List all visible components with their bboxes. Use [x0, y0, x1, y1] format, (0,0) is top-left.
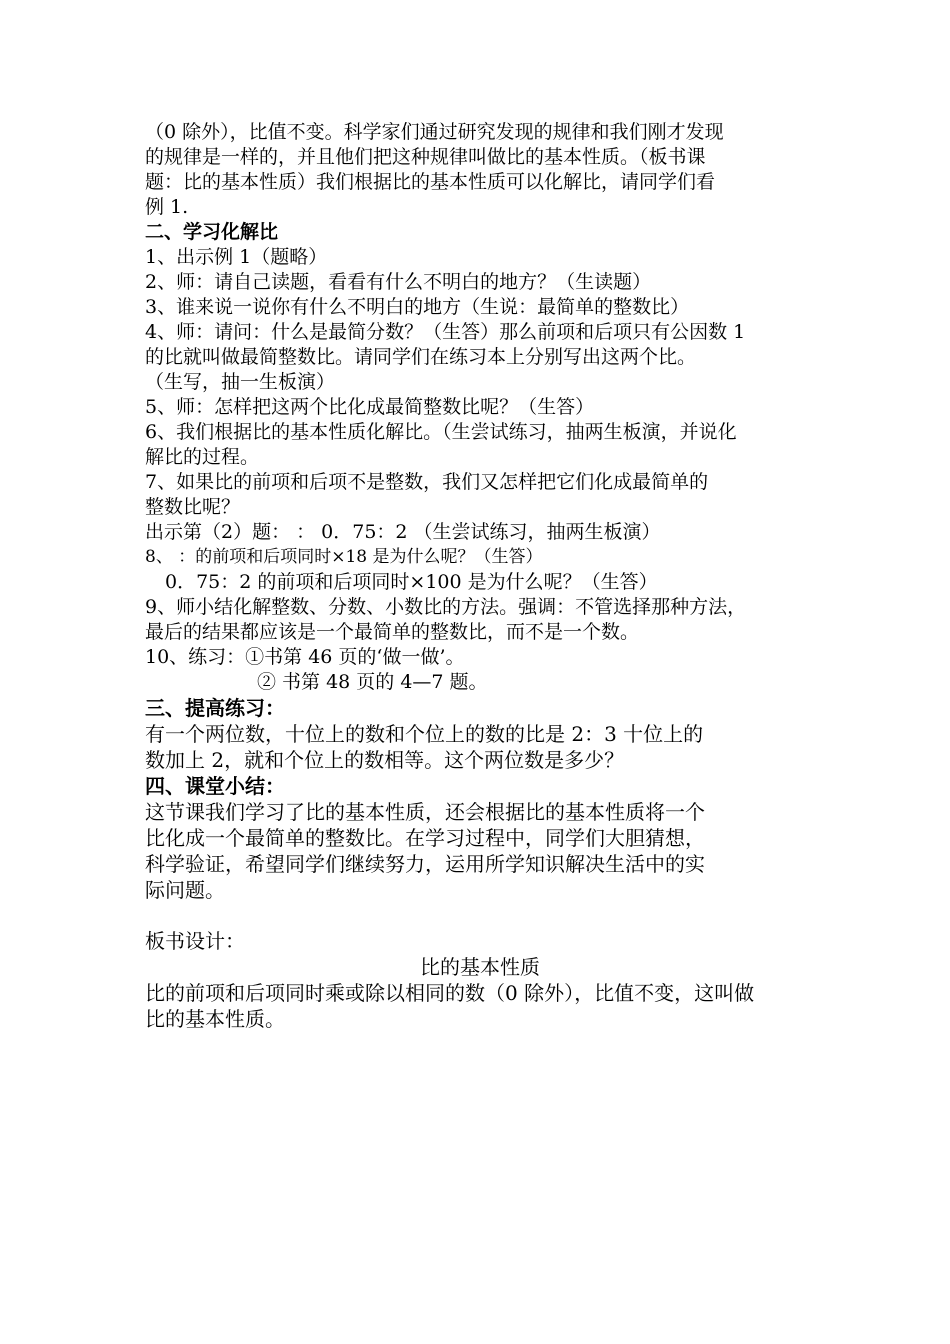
section2-line: 4、师：请问：什么是最简分数？（生答）那么前项和后项只有公因数 1	[145, 321, 746, 343]
intro-line: 题：比的基本性质）我们根据比的基本性质可以化解比，请同学们看	[145, 171, 716, 193]
section4-line: 这节课我们学习了比的基本性质，还会根据比的基本性质将一个	[145, 800, 705, 824]
section2-line: 10、练习：①书第 46 页的‘做一做’。	[145, 646, 465, 668]
section2-line: 整数比呢？	[145, 496, 241, 518]
section2-line: 5、师：怎样把这两个比化成最简整数比呢？（生答）	[145, 396, 595, 418]
section2-line: 9、师小结化解整数、分数、小数比的方法。强调：不管选择那种方法，	[145, 596, 747, 618]
intro-line: 的规律是一样的，并且他们把这种规律叫做比的基本性质。（板书课	[145, 146, 706, 168]
section2-line: 6、我们根据比的基本性质化解比。（生尝试练习，抽两生板演，并说化	[145, 421, 737, 443]
section4-line: 际问题。	[145, 878, 225, 902]
section2-line: 2、师：请自己读题，看看有什么不明白的地方？（生读题）	[145, 271, 652, 293]
section3-line: 有一个两位数，十位上的数和个位上的数的比是 2：3 十位上的	[145, 722, 704, 746]
section2-line: 的比就叫做最简整数比。请同学们在练习本上分别写出这两个比。	[145, 346, 697, 368]
section2-line: 3、谁来说一说你有什么不明白的地方（生说：最简单的整数比）	[145, 296, 690, 318]
spacer	[145, 903, 815, 928]
intro-line: 例 1.	[145, 196, 189, 218]
section2-line: 解比的过程。	[145, 446, 260, 468]
section3-heading: 三、提高练习：	[145, 696, 285, 720]
board-line: 比的前项和后项同时乘或除以相同的数（0 除外），比值不变，这叫做	[145, 981, 755, 1005]
document-page	[145, 120, 815, 1032]
section2-line: （生写，抽一生板演）	[145, 371, 336, 393]
section2-line: 出示第（2）题： ： 0．75：2 （生尝试练习，抽两生板演）	[145, 521, 661, 543]
section2-line: 7、如果比的前项和后项不是整数，我们又怎样把它们化成最简单的	[145, 471, 709, 493]
section2-line-8b: 0．75：2 的前项和后项同时×100 是为什么呢？（生答）	[165, 571, 658, 593]
section2-line: 最后的结果都应该是一个最简单的整数比，而不是一个数。	[145, 621, 640, 643]
section4-line: 科学验证，希望同学们继续努力，运用所学知识解决生活中的实	[145, 852, 705, 876]
section2-line-8: 8、 ：的前项和后项同时×18 是为什么呢？（生答）	[145, 547, 543, 567]
board-line: 比的基本性质。	[145, 1007, 285, 1031]
section2-line: 1、出示例 1（题略）	[145, 246, 328, 268]
intro-line: （0 除外），比值不变。科学家们通过研究发现的规律和我们刚才发现	[145, 121, 724, 143]
section2-heading: 二、学习化解比	[145, 221, 279, 243]
board-title: 比的基本性质	[420, 955, 540, 979]
board-label: 板书设计：	[145, 929, 245, 953]
section4-line: 比化成一个最简单的整数比。在学习过程中，同学们大胆猜想，	[145, 826, 705, 850]
section2-line-10b: ② 书第 48 页的 4—7 题。	[257, 671, 488, 693]
section3-line: 数加上 2，就和个位上的数相等。这个两位数是多少？	[145, 748, 625, 772]
section4-heading: 四、课堂小结：	[145, 774, 285, 798]
